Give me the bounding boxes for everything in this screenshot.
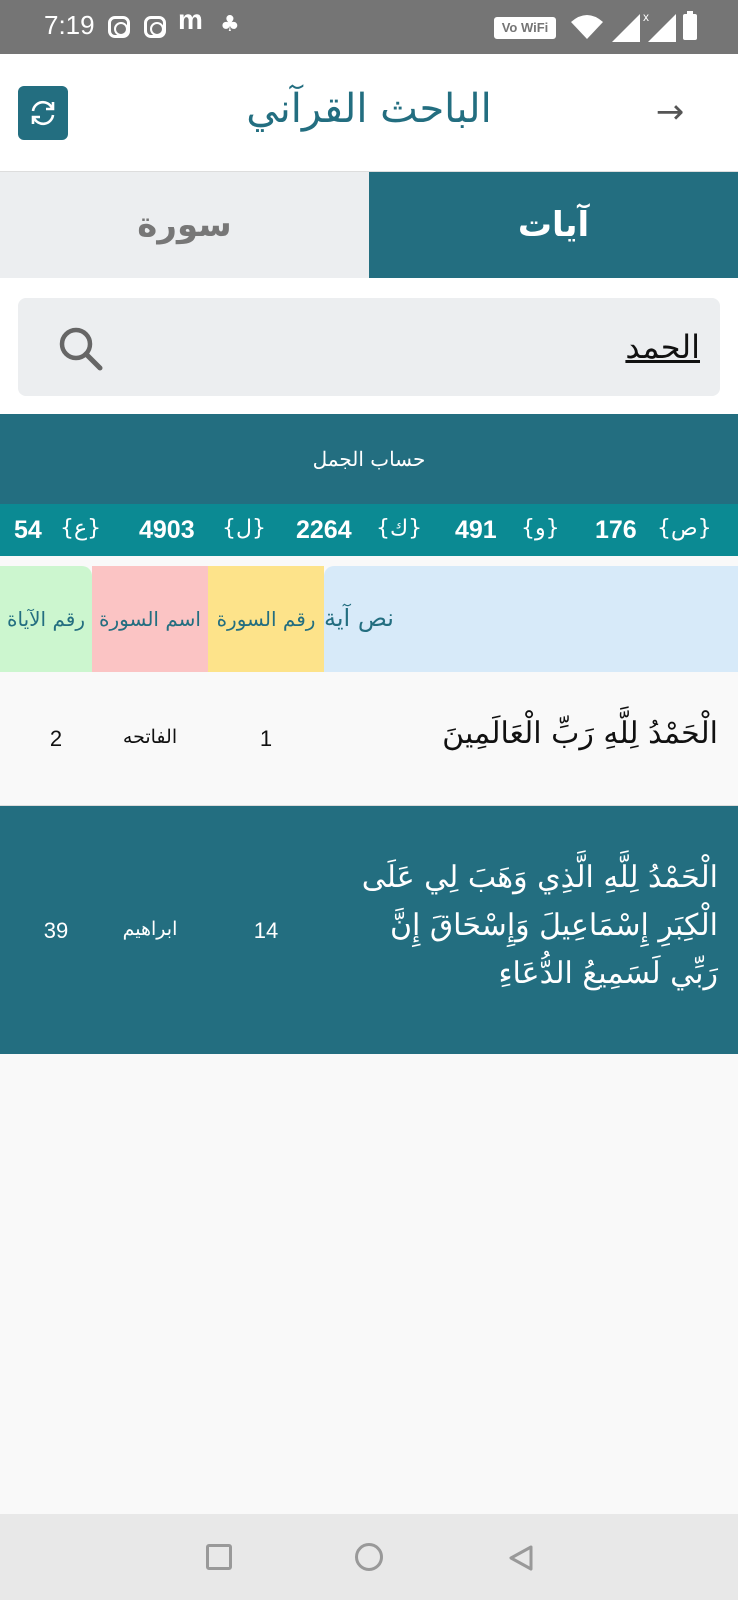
battery-icon	[683, 14, 697, 40]
tab-ayat[interactable]: آيات	[369, 172, 738, 278]
results-table-header	[0, 566, 738, 672]
no-signal-x-icon: x	[643, 10, 649, 24]
ayah-number: 39	[43, 918, 69, 943]
ayah-number: 2	[49, 726, 63, 751]
tab-bar	[0, 172, 738, 278]
surah-name: الفاتحه	[122, 726, 178, 748]
table-row-selected[interactable]	[0, 806, 738, 1054]
search-input[interactable]	[140, 326, 700, 368]
signal-icon	[648, 14, 676, 42]
status-time: 7:19	[44, 10, 95, 40]
tab-surah[interactable]: سورة	[0, 172, 369, 278]
app-header	[0, 54, 738, 172]
m-app-icon: m	[178, 4, 203, 35]
column-header-ayah-number[interactable]: رقم الآياة	[0, 566, 92, 672]
surah-number: 1	[259, 726, 273, 751]
instagram-icon	[108, 16, 130, 38]
back-button[interactable]	[650, 92, 690, 132]
signal-icon	[612, 14, 640, 42]
recents-button[interactable]	[206, 1544, 232, 1570]
table-row[interactable]	[0, 672, 738, 806]
surah-name: ابراهيم	[122, 918, 178, 940]
vowifi-badge: Vo WiFi	[494, 17, 556, 39]
ayah-text: الْحَمْدُ لِلَّهِ رَبِّ الْعَالَمِينَ	[442, 716, 718, 751]
column-header-surah-name[interactable]: اسم السورة	[92, 566, 208, 672]
jummal-value: 176	[595, 516, 637, 544]
status-bar	[0, 0, 738, 54]
home-button[interactable]	[355, 1543, 383, 1571]
jummal-values	[0, 504, 738, 556]
jummal-value: 4903	[139, 516, 195, 544]
jummal-letter: {و}	[521, 516, 560, 541]
jummal-title: حساب الجمل	[0, 414, 738, 504]
jummal-letter: {ل}	[222, 516, 266, 541]
search-icon[interactable]	[56, 324, 104, 372]
arrow-right-icon: →	[655, 92, 685, 132]
column-header-ayah-text[interactable]: نص آية	[324, 566, 738, 672]
surah-number: 14	[253, 918, 279, 943]
jummal-value: 54	[14, 516, 42, 544]
search-area	[0, 278, 738, 414]
system-nav-bar	[0, 1514, 738, 1600]
search-box	[18, 298, 720, 396]
jummal-letter: {ع}	[60, 516, 102, 541]
ayah-text: الْحَمْدُ لِلَّهِ الَّذِي وَهَبَ لِي عَلَى الْكِبَرِ إِسْمَاعِيلَ وَإِسْحَاقَ إِنَّ رَبِّي لَسَمِيعُ الدُّعَاءِ	[361, 860, 718, 991]
page-title: الباحث القرآني	[246, 86, 492, 132]
jummal-letter: {ص}	[657, 516, 712, 541]
jummal-value: 2264	[296, 516, 352, 544]
wifi-icon	[570, 14, 604, 40]
jummal-letter: {ك}	[376, 516, 423, 541]
evernote-icon: ♣	[220, 12, 240, 37]
instagram-icon	[144, 16, 166, 38]
back-nav-button[interactable]	[508, 1544, 534, 1572]
column-header-surah-number[interactable]: رقم السورة	[208, 566, 324, 672]
jummal-value: 491	[455, 516, 497, 544]
